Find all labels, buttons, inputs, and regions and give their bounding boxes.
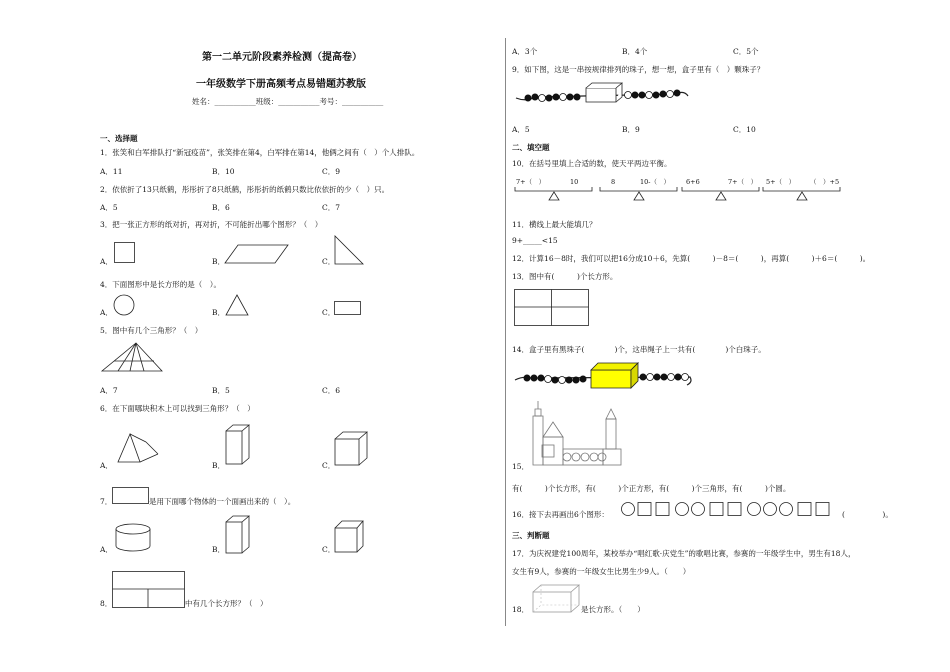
black-bead	[532, 94, 539, 101]
q11-expression[interactable]: 9+_____<15	[512, 236, 558, 245]
q7-number: 7．	[100, 497, 113, 506]
scale2-left: 8	[611, 178, 616, 186]
q15-number: 15．	[512, 462, 530, 471]
scale1-left: 7+（ ）	[516, 178, 546, 186]
white-bead	[560, 94, 567, 101]
scale-2	[599, 186, 679, 202]
scale4-left: 5+（ ）	[766, 178, 796, 186]
q8-number: 8．	[100, 599, 113, 608]
q15-text: 有( )个长方形，有( )个正方形，有( )个三角形，有( )个圆。	[512, 484, 791, 493]
title-main: 第一二单元阶段素养检测（提高卷）	[202, 52, 362, 63]
right-triangle-shape	[334, 235, 364, 265]
q4-text: 4．下面图形中是长方形的是（ ）。	[100, 280, 222, 289]
q2-opt-a[interactable]: A．5	[100, 203, 118, 212]
circle-shape	[113, 294, 135, 316]
q7-opt-a[interactable]: A．	[100, 545, 113, 554]
q7-rectangle	[112, 487, 150, 505]
scale2-right: 10-（ ）	[640, 178, 670, 186]
q13-rectangles-figure	[514, 289, 590, 327]
tall-cuboid-shape	[225, 515, 251, 555]
square-shape	[114, 242, 136, 264]
q18-cuboid-figure	[532, 584, 582, 614]
scale4-right: （ ）+5	[810, 178, 840, 186]
q3-opt-a[interactable]: A．	[100, 257, 113, 266]
section-choice: 一、选择题	[100, 134, 138, 143]
black-bead	[525, 95, 532, 102]
q3-opt-b[interactable]: B．	[212, 257, 226, 266]
q7-opt-c[interactable]: C．	[322, 545, 336, 554]
q1-opt-a[interactable]: A．11	[100, 167, 123, 176]
section-judge: 三、判断题	[512, 531, 550, 540]
black-bead	[574, 94, 581, 101]
q17-text-line2: 女生有9人，参赛的一年级女生比男生少9人。（ ）	[512, 567, 691, 576]
q1-text: 1．张笑和白军排队打“新冠疫苗”，张笑排在第4，白军排在第14，他俩之间有（ ）个人排队。	[100, 148, 420, 157]
q7-opt-b[interactable]: B．	[212, 545, 226, 554]
q18-text: 是长方形。（ ）	[581, 605, 645, 614]
q18-number: 18．	[512, 605, 530, 614]
q11-text: 11．横线上最大能填几？	[512, 220, 597, 229]
q16-shape-sequence	[620, 501, 842, 517]
q9-opt-a[interactable]: A．5	[512, 125, 530, 134]
scale3-left: 6+6	[686, 178, 700, 186]
q16-answer-blank[interactable]: ( )。	[842, 510, 893, 519]
q16-text: 16．接下去再画出6个图形：	[512, 510, 609, 519]
castle-figure	[530, 401, 624, 467]
title-sub: 一年级数学下册高频考点易错题苏教版	[196, 79, 366, 90]
q14-text: 14．盒子里有黑珠子( )个，这串绳子上一共有( )个白珠子。	[512, 345, 766, 354]
q5-text: 5．图中有几个三角形？（ ）	[100, 326, 203, 335]
triangular-prism-shape	[116, 432, 160, 466]
q13-text: 13．图中有( )个长方形。	[512, 272, 618, 281]
black-bead	[674, 90, 681, 97]
scale-4	[762, 186, 842, 202]
black-bead	[660, 91, 667, 98]
q6-text: 6．在下面哪块积木上可以找到三角形？（ ）	[100, 404, 255, 413]
black-bead	[553, 94, 560, 101]
yellow-box	[591, 370, 631, 388]
q9-opt-c[interactable]: C．10	[733, 125, 756, 134]
q8-text: 中有几个长方形？（ ）	[185, 599, 268, 608]
q5-opt-a[interactable]: A．7	[100, 386, 118, 395]
q2-opt-b[interactable]: B．6	[212, 203, 230, 212]
q3-text: 3．把一张正方形的纸对折，再对折，不可能折出哪个图形？（ ）	[100, 220, 323, 229]
q2-text: 2．依依折了13只纸鹤，彤彤折了8只纸鹤，彤彤折的纸鹤只数比依依折的少（ ）只。	[100, 185, 390, 194]
scale1-right: 10	[570, 178, 579, 186]
black-bead	[653, 92, 660, 99]
q9-text: 9．如下图，这是一串按规律排列的珠子，想一想，盒子里有（ ）颗珠子？	[512, 65, 765, 74]
black-bead	[546, 95, 553, 102]
q12-text: 12．计算16－8时，我们可以把16分成10＋6，先算( )－8＝( )，再算( )＋6＝( )。	[512, 254, 871, 263]
q4-opt-c[interactable]: C．	[322, 308, 336, 317]
triangle-shape	[225, 294, 249, 316]
q9-opt-b[interactable]: B．9	[622, 125, 640, 134]
black-bead	[639, 92, 646, 99]
q4-opt-a[interactable]: A．	[100, 308, 113, 317]
scale-1	[514, 186, 594, 202]
white-bead	[625, 92, 632, 99]
rectangle-shape	[334, 301, 362, 316]
q6-opt-c[interactable]: C．	[322, 461, 336, 470]
q6-opt-b[interactable]: B．	[212, 461, 226, 470]
q17-text-line1: 17．为庆祝建党100周年，某校举办“唱红歌·庆党生”的歌唱比赛，参赛的一年级学生中，男生有18人，	[512, 549, 856, 558]
white-bead	[539, 95, 546, 102]
q8-opt-c[interactable]: C．5个	[733, 47, 759, 56]
white-bead	[646, 92, 653, 99]
black-bead	[632, 92, 639, 99]
black-bead	[567, 94, 574, 101]
q8-opt-a[interactable]: A．3个	[512, 47, 538, 56]
q9-bead-string	[516, 80, 694, 108]
q3-opt-c[interactable]: C．	[322, 257, 336, 266]
q2-opt-c[interactable]: C．7	[322, 203, 341, 212]
white-bead	[667, 91, 674, 98]
q5-opt-b[interactable]: B．5	[212, 386, 230, 395]
q14-bead-string	[515, 360, 695, 390]
bead-box	[586, 88, 616, 102]
q4-opt-b[interactable]: B．	[212, 308, 226, 317]
cube-shape	[334, 431, 368, 467]
parallelogram-shape	[224, 244, 290, 264]
student-info[interactable]: 姓名：___________班级：___________考号：___________	[192, 97, 384, 106]
q1-opt-c[interactable]: C．9	[322, 167, 341, 176]
scale3-right: 7+（ ）	[728, 178, 758, 186]
q7-text: 是用下面哪个物体的一个面画出来的（ ）。	[149, 497, 296, 506]
cube-shape-2	[334, 520, 364, 554]
cylinder-shape	[114, 523, 152, 553]
q10-text: 10．在括号里填上合适的数，使天平两边平衡。	[512, 159, 672, 168]
q6-opt-a[interactable]: A．	[100, 461, 113, 470]
triangles-figure	[100, 341, 164, 373]
column-divider	[505, 38, 506, 626]
q1-opt-b[interactable]: B．10	[212, 167, 235, 176]
scale-3	[681, 186, 761, 202]
cuboid-shape	[225, 424, 251, 466]
q8-rectangles-figure	[112, 571, 186, 609]
q8-opt-b[interactable]: B．4个	[622, 47, 648, 56]
q5-opt-c[interactable]: C．6	[322, 386, 341, 395]
section-fill: 二、填空题	[512, 143, 550, 152]
